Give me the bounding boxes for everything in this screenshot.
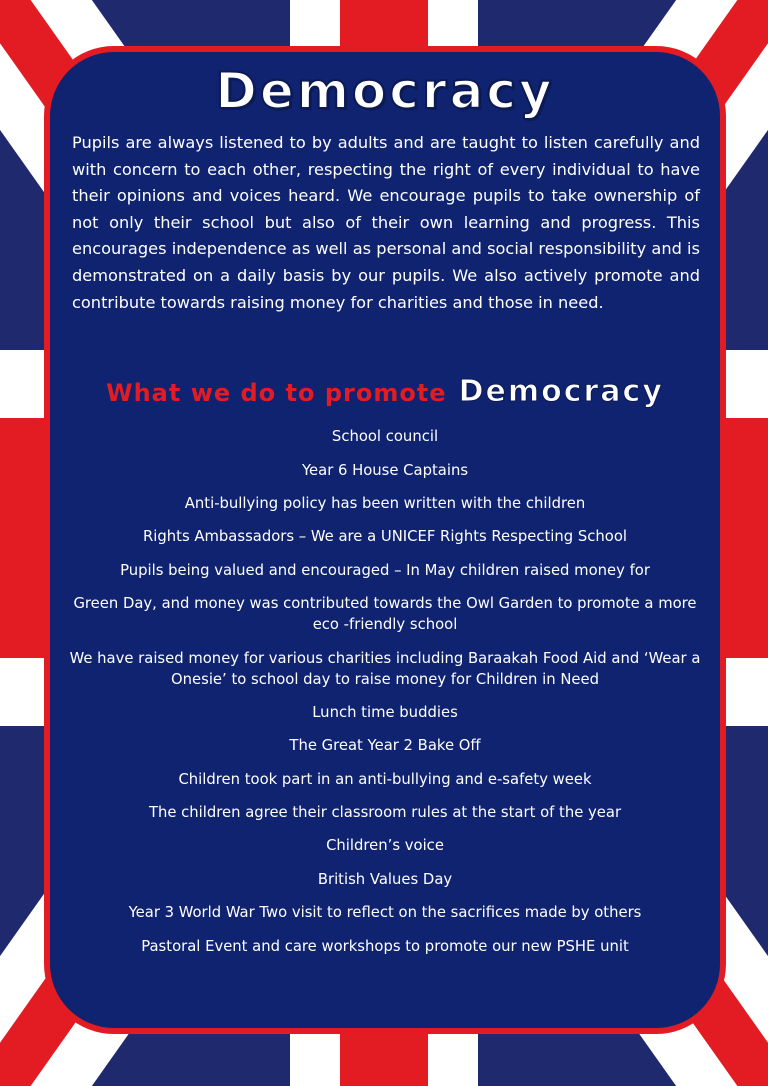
list-item: Pupils being valued and encouraged – In May children raised money for bbox=[120, 561, 650, 579]
intro-paragraph: Pupils are always listened to by adults and are taught to listen carefully and with concern to each other, respecting the right of every individual to have their opinions and voices heard. We encourage pupils to take ownership of not only their school but also of their own learning and progress. This encourages independence as well as personal and social responsibility and is demonstrated on a daily basis by our pupils. We also actively promote and contribute towards raising money for charities and those in need. bbox=[72, 133, 700, 312]
list-item: Children took part in an anti-bullying and e-safety week bbox=[178, 770, 592, 788]
list-item: British Values Day bbox=[317, 870, 453, 888]
list-item: Green Day, and money was contributed towards the Owl Garden to promote a more eco -friendly school bbox=[73, 595, 697, 634]
section-heading-keyword: Democracy bbox=[458, 374, 664, 410]
list-item: Rights Ambassadors – We are a UNICEF Rights Respecting School bbox=[143, 528, 627, 546]
list-item: Lunch time buddies bbox=[312, 703, 458, 721]
list-item: Pastoral Event and care workshops to promote our new PSHE unit bbox=[141, 937, 629, 955]
list-item: Children’s voice bbox=[326, 837, 444, 855]
section-heading bbox=[50, 372, 720, 416]
list-item: Anti-bullying policy has been written with the children bbox=[184, 494, 586, 512]
page-title: Democracy bbox=[215, 62, 555, 120]
list-item: Year 3 World War Two visit to reflect on the sacrifices made by others bbox=[128, 904, 642, 922]
list-item: We have raised money for various charities including Baraakah Food Aid and ‘Wear a Onesie’ to school day to raise money for Children in Need bbox=[69, 649, 701, 688]
activities-list bbox=[50, 426, 720, 956]
list-item: The Great Year 2 Bake Off bbox=[289, 737, 481, 755]
list-item: The children agree their classroom rules at the start of the year bbox=[148, 804, 622, 822]
panel-content bbox=[50, 50, 720, 1030]
section-heading-lead: What we do to promote bbox=[106, 379, 447, 408]
list-item: School council bbox=[331, 428, 439, 446]
list-item: Year 6 House Captains bbox=[301, 461, 469, 479]
